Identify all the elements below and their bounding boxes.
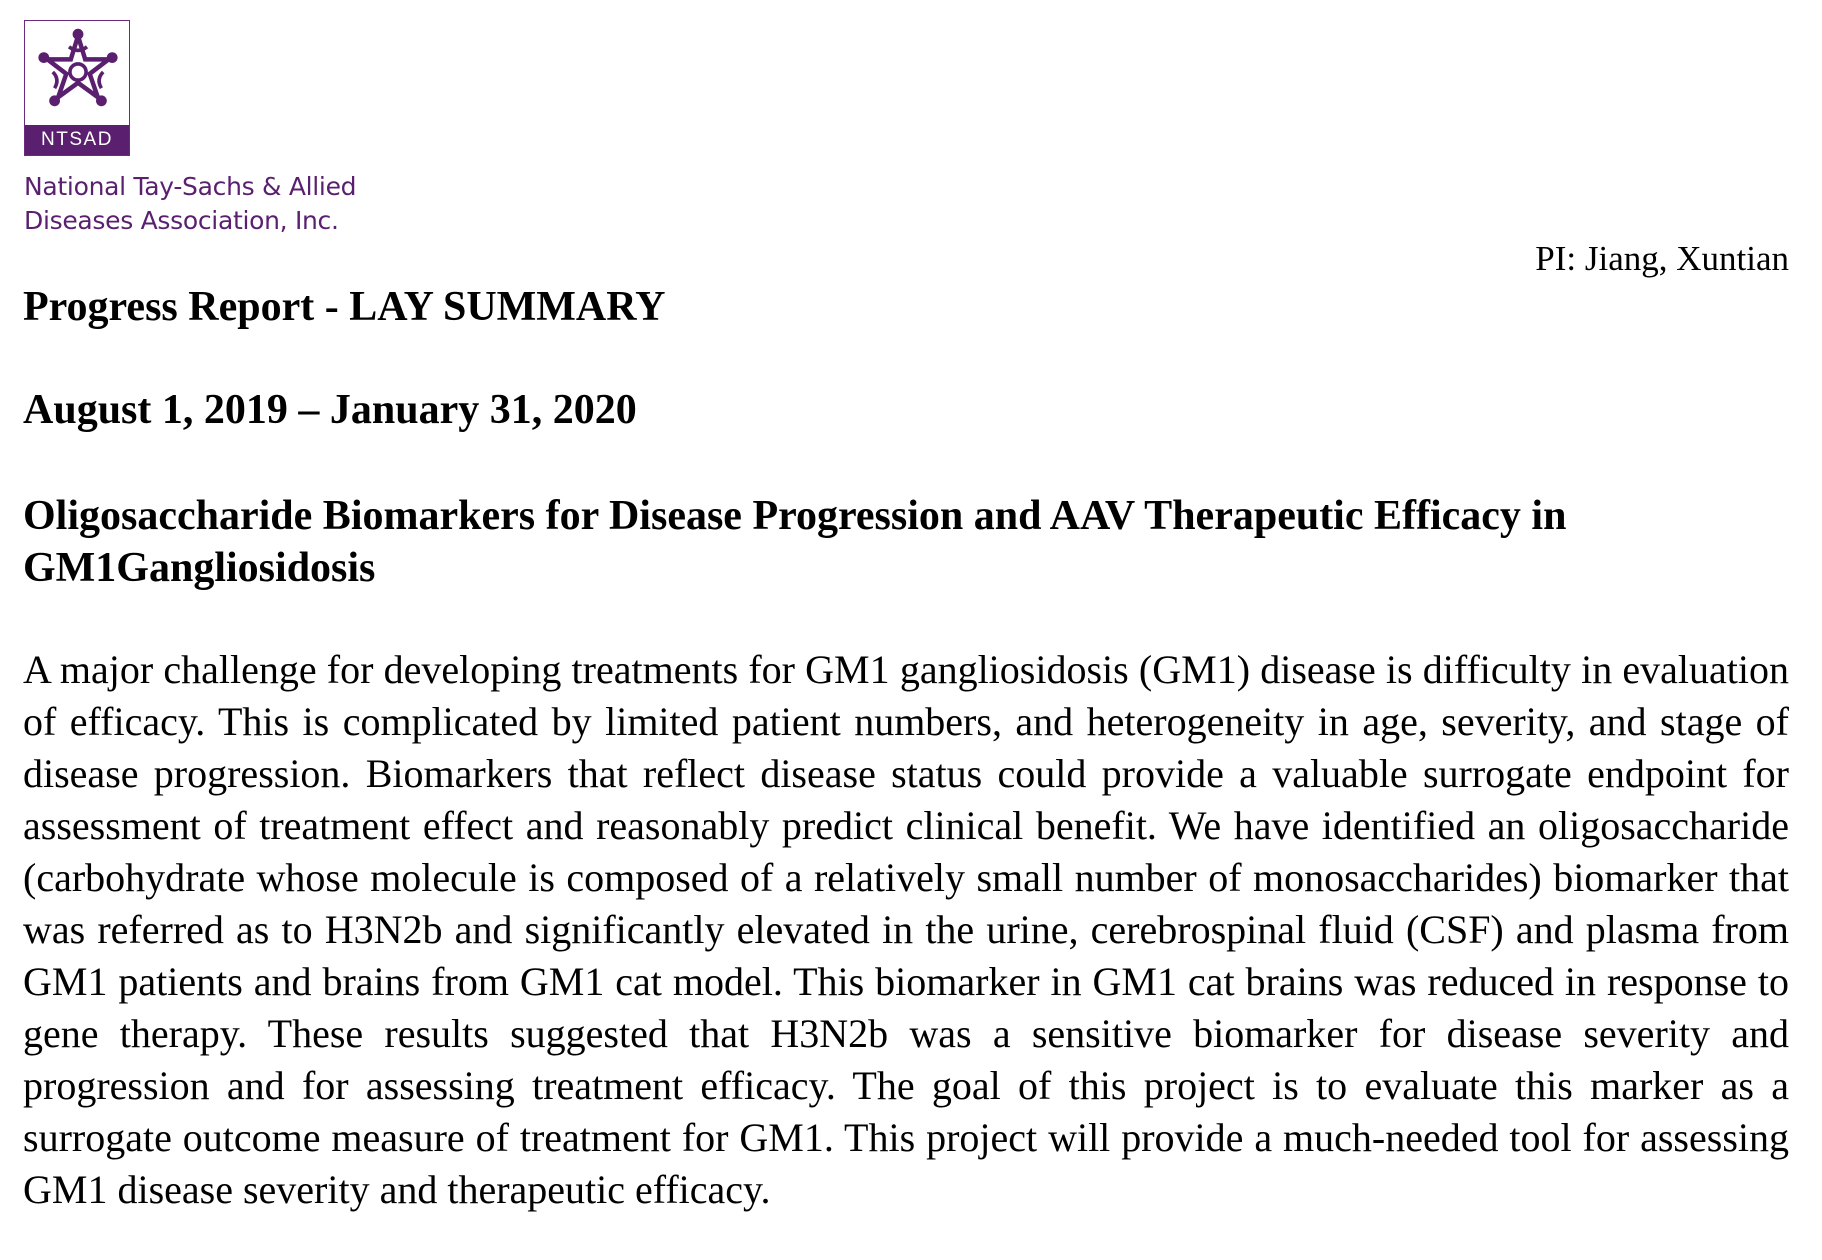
org-name-line-2: Diseases Association, Inc.: [24, 206, 339, 235]
project-title: Oligosaccharide Biomarkers for Disease Progression and AAV Therapeutic Efficacy in GM1Gangliosidosis: [23, 493, 1567, 591]
lay-summary-paragraph: A major challenge for developing treatments for GM1 gangliosidosis (GM1) disease is difficulty in evaluation of efficacy. This is complicated by limited patient numbers, and heterogeneity in age, severity, and stage of disease progression. Biomarkers that reflect disease status could provide a valuable surrogate endpoint for assessment of treatment effect and reasonably predict clinical benefit. We have identified an oligosaccharide (carbohydrate whose molecule is composed of a relatively small number of monosaccharides) biomarker that was referred as to H3N2b and significantly elevated in the urine, cerebrospinal fluid (CSF) and plasma from GM1 patients and brains from GM1 cat model. This biomarker in GM1 cat brains was reduced in response to gene therapy. These results suggested that H3N2b was a sensitive biomarker for disease severity and progression and for assessing treatment efficacy. The goal of this project is to evaluate this marker as a surrogate outcome measure of treatment for GM1. This project will provide a much-needed tool for assessing GM1 disease severity and therapeutic efficacy.: [23, 647, 1789, 1212]
organization-name: [24, 170, 356, 238]
logo-acronym: NTSAD: [25, 125, 129, 155]
star-of-figures-icon: [33, 27, 123, 117]
ntsad-logo: [24, 20, 130, 156]
org-name-line-1: National Tay-Sachs & Allied: [24, 172, 357, 201]
report-period: August 1, 2019 – January 31, 2020: [23, 387, 637, 433]
principal-investigator: PI: Jiang, Xuntian: [1535, 239, 1789, 278]
report-title: Progress Report - LAY SUMMARY: [23, 284, 666, 330]
